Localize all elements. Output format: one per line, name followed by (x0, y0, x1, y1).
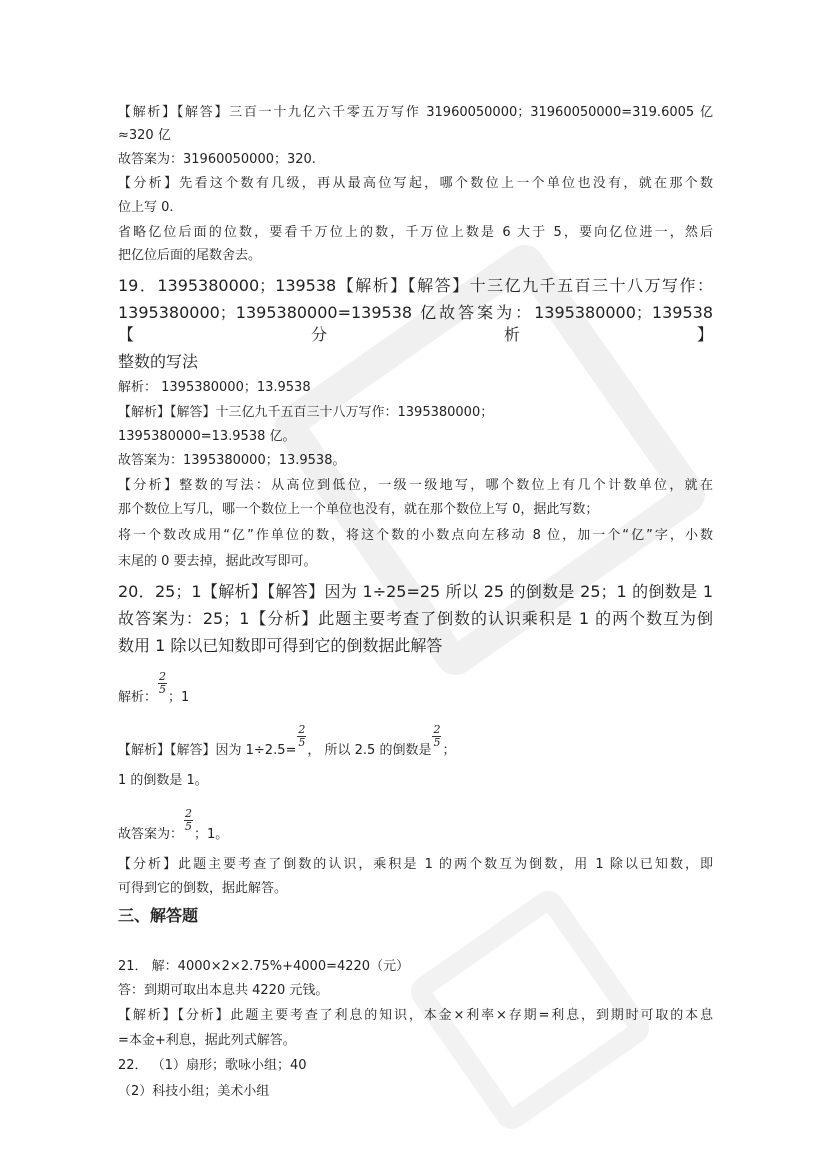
numerator: 2 (298, 723, 306, 736)
question-19-line: 整数的写法 (118, 352, 199, 371)
fraction-two-fifths (158, 671, 167, 696)
fraction-line (118, 807, 713, 847)
text-line: 22． （1）扇形；歌咏小组；40 (118, 1058, 307, 1073)
text-line: 可得到它的倒数，据此解答。 (118, 881, 288, 896)
question-19-line: 1395380000；1395380000=139538 亿故答案为：1395380000；139538【分析】 (118, 303, 713, 344)
text-line: 把亿位后面的尾数舍去。 (118, 248, 262, 263)
text-line: 那个数位上写几，哪一个数位上一个单位也没有，就在那个数位上写 0，据此写数； (118, 502, 599, 517)
question-20-line: 数用 1 除以已知数即可得到它的倒数据此解答 (118, 636, 443, 655)
numerator: 2 (185, 807, 193, 820)
text-line: 【分析】此题主要考查了倒数的认识，乘积是 1 的两个数互为倒数，用 1 除以已知数，即 (118, 857, 713, 872)
numerator: 2 (159, 670, 167, 683)
denominator: 5 (159, 683, 167, 696)
text-line: 【解析】【解答】十三亿九千五百三十八万写作：1395380000； (118, 405, 494, 420)
text-line: 位上写 0. (118, 200, 174, 215)
fraction-two-fifths (432, 724, 441, 749)
text: 【解析】【解答】因为 1÷2.5= (118, 743, 297, 758)
fraction-two-fifths (184, 808, 193, 833)
denominator: 5 (433, 736, 441, 749)
text-line: 【分析】先看这个数有几级，再从最高位写起，哪个数位上一个单位也没有，就在那个数 (118, 176, 713, 191)
text-line: 故答案为：31960050000；320. (118, 152, 316, 167)
section-title: 三、解答题 (118, 906, 199, 925)
text-line: 1 的倒数是 1。 (118, 773, 208, 788)
text: ；1 (168, 690, 190, 705)
text-line: （2）科技小组；美术小组 (118, 1084, 270, 1099)
question-20-line: 故答案为：25；1【分析】此题主要考查了倒数的认识乘积是 1 的两个数互为倒 (118, 609, 713, 628)
numerator: 2 (433, 723, 441, 736)
text-line: =本金+利息，据此列式解答。 (118, 1033, 296, 1048)
text: ；1。 (194, 827, 229, 842)
text-line: 末尾的 0 要去掉，据此改写即可。 (118, 554, 317, 569)
text-line: 故答案为：1395380000；13.9538。 (118, 453, 346, 468)
text: ， 所以 2.5 的倒数是 (307, 743, 432, 758)
label: 解析： (118, 690, 158, 705)
text-line: 【解析】【解答】三百一十九亿六千零五万写作 31960050000；31960050000=319.6005 亿 (118, 105, 713, 120)
denominator: 5 (298, 736, 306, 749)
text: ； (442, 743, 456, 758)
text-line: 【解析】【分析】此题主要考查了利息的知识，本金×利率×存期=利息，到期时可取的本息 (118, 1008, 713, 1023)
question-20-line: 20．25；1【解析】【解答】因为 1÷25=25 所以 25 的倒数是 25；1 的倒数是 1 (118, 582, 713, 601)
text-line: ≈320 亿 (118, 128, 171, 143)
denominator: 5 (185, 820, 193, 833)
fraction-two-fifths (297, 724, 306, 749)
text-line: 将一个数改成用“亿”作单位的数，将这个数的小数点向左移动 8 位，加一个“亿”字，小数 (118, 528, 713, 543)
text-line: 1395380000=13.9538 亿。 (118, 429, 296, 444)
text-line: 【分析】整数的写法：从高位到低位，一级一级地写，哪个数位上有几个计数单位，就在 (118, 478, 713, 493)
text-line: 省略亿位后面的位数，要看千万位上的数，千万位上数是 6 大于 5，要向亿位进一，然后 (118, 225, 713, 240)
fraction-line (118, 670, 713, 710)
fraction-line (118, 723, 713, 763)
text: 故答案为： (118, 827, 184, 842)
text-line: 答：到期可取出本息共 4220 元钱。 (118, 983, 329, 998)
text-line: 解析： 1395380000；13.9538 (118, 380, 311, 395)
text-line: 21． 解：4000×2×2.75%+4000=4220（元） (118, 959, 410, 974)
question-19-line: 19．1395380000；139538【解析】【解答】十三亿九千五百三十八万写作： (118, 276, 713, 295)
